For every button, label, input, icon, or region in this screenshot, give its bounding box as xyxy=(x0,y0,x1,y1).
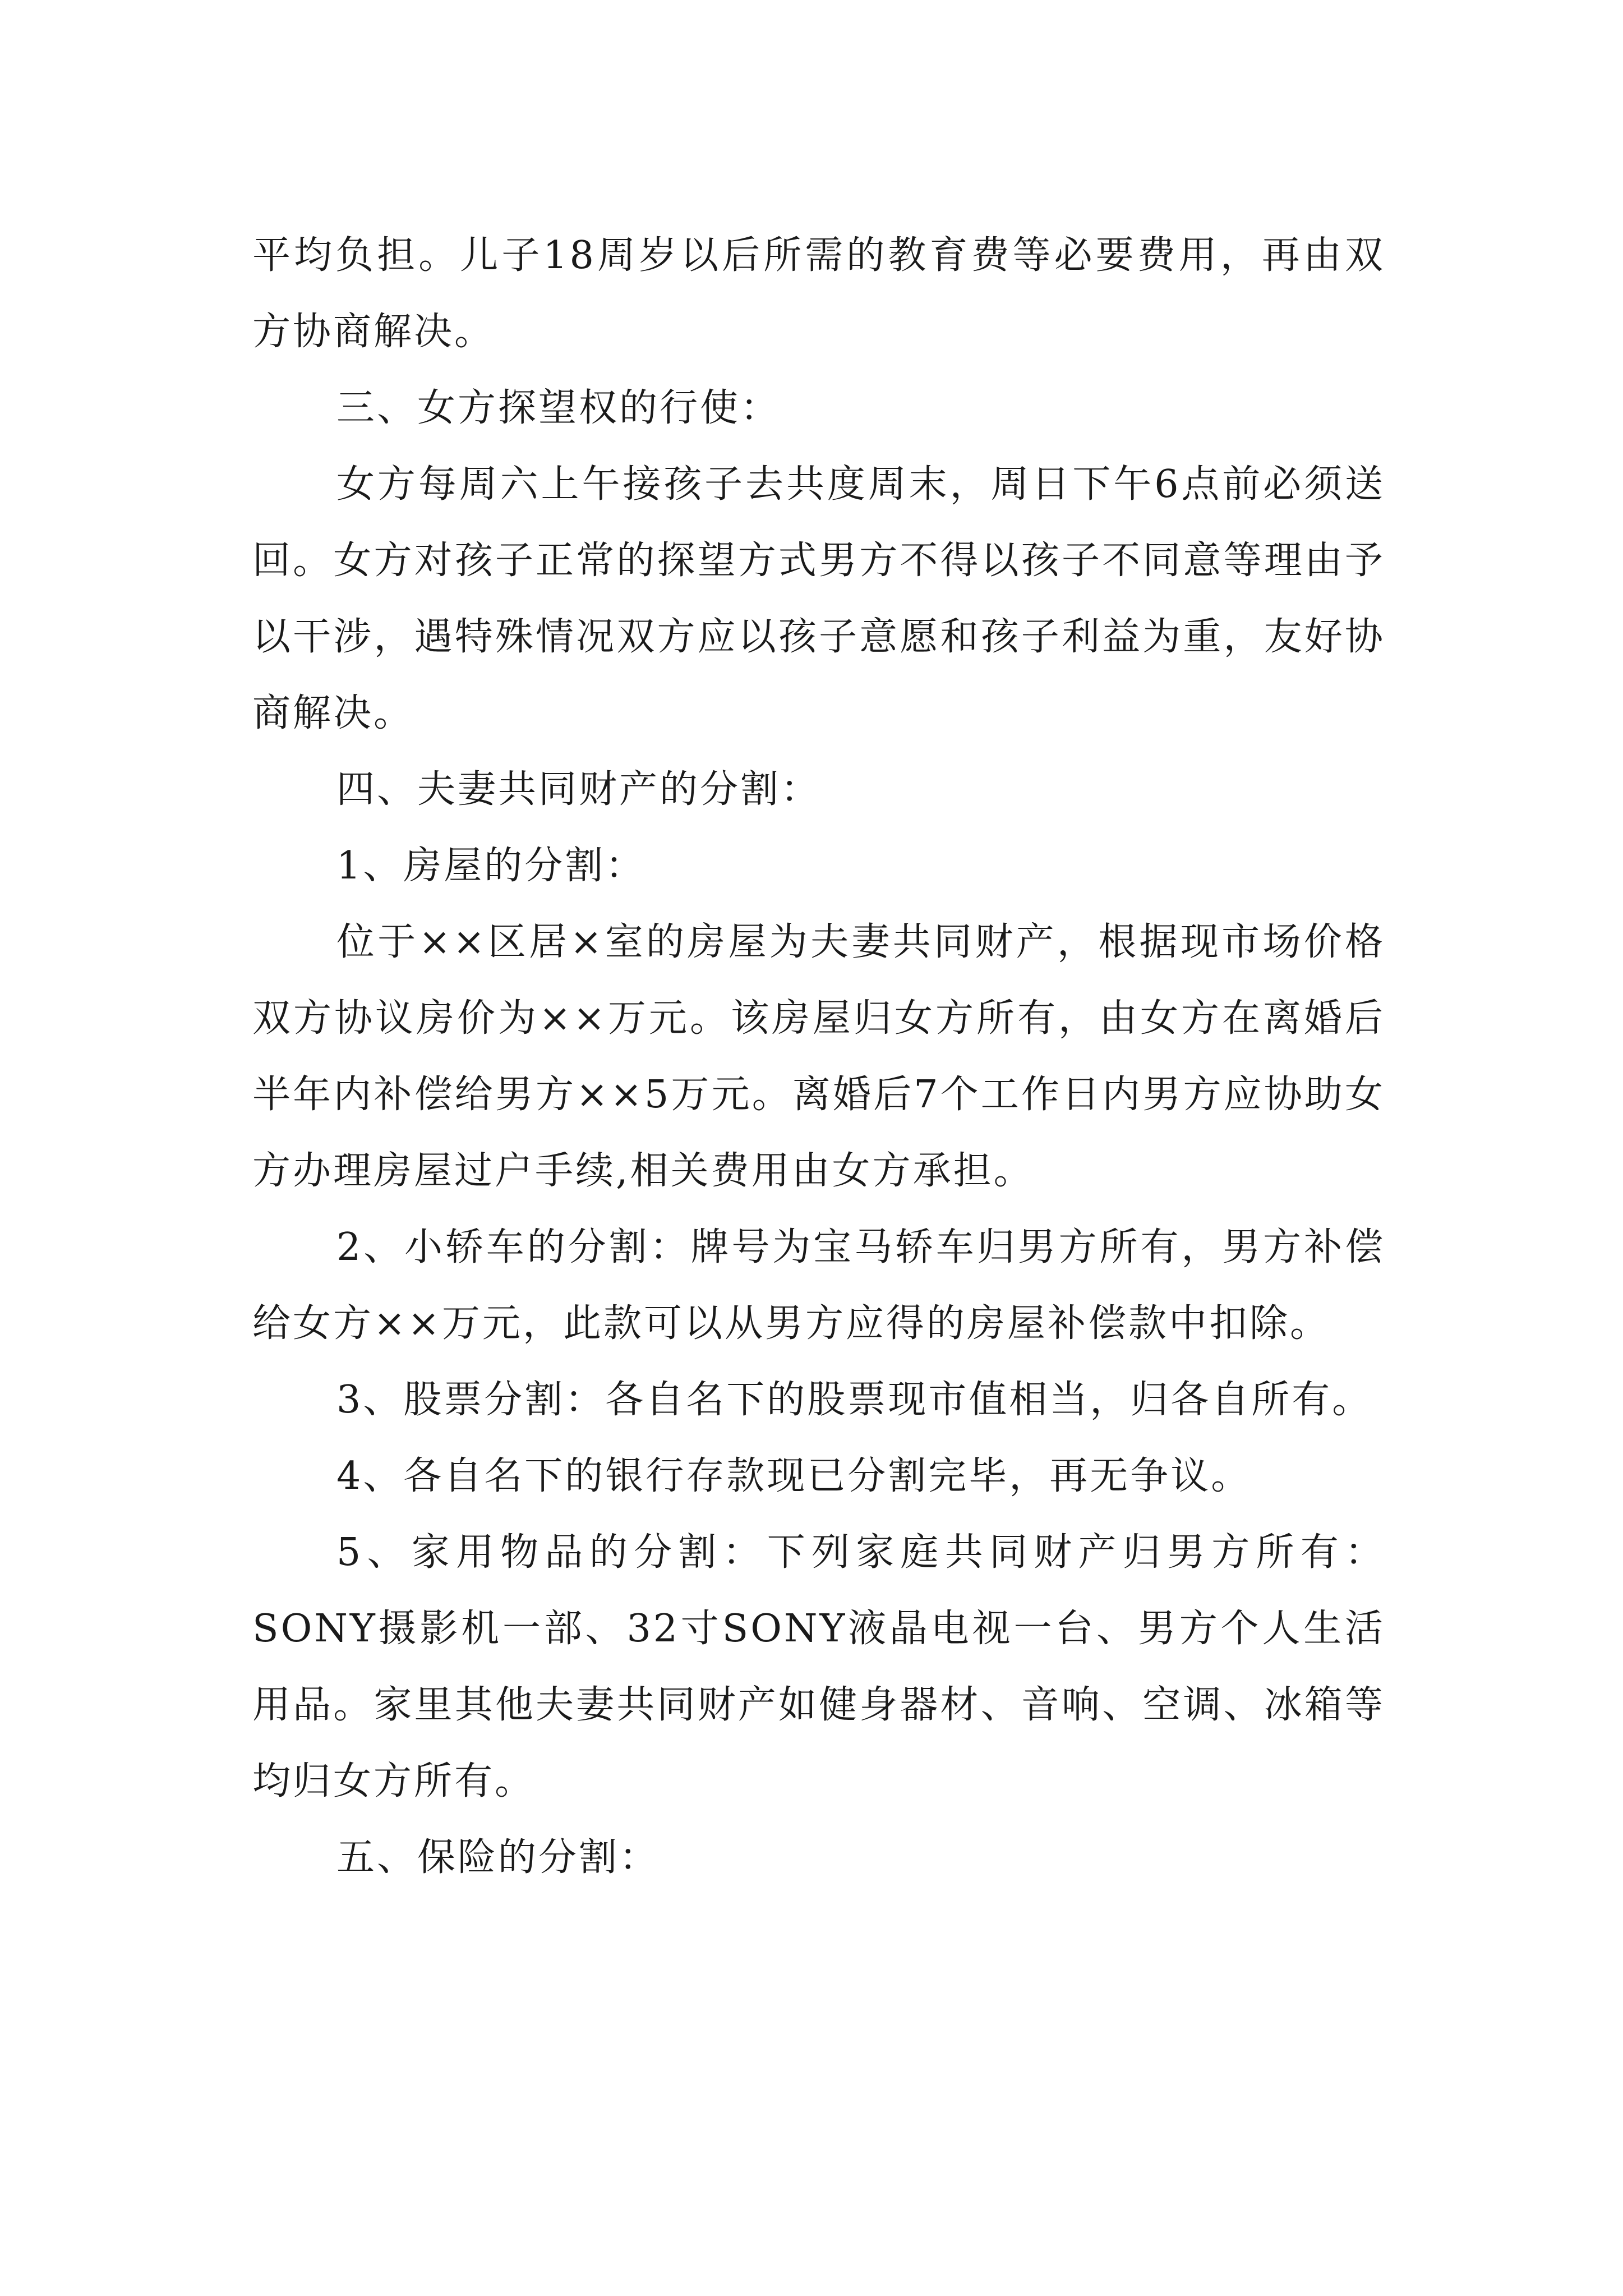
paragraph-house: 位于××区居×室的房屋为夫妻共同财产，根据现市场价格双方协议房价为××万元。该房屋归女方所有，由女方在离婚后半年内补偿给男方××5万元。离婚后7个工作日内男方应协助女方办理房屋过户手续,相关费用由女方承担。 xyxy=(252,920,1385,1193)
section-heading-property: 四、夫妻共同财产的分割： xyxy=(336,767,822,812)
paragraph-visitation: 女方每周六上午接孩子去共度周末，周日下午6点前必须送回。女方对孩子正常的探望方式男方不得以孩子不同意等理由予以干涉，遇特殊情况双方应以孩子意愿和孩子利益为重，友好协商解决。 xyxy=(252,462,1385,735)
section-heading-insurance: 五、保险的分割： xyxy=(336,1835,660,1880)
paragraph-car: 2、小轿车的分割：牌号为宝马轿车归男方所有，男方补偿给女方××万元，此款可以从男方应得的房屋补偿款中扣除。 xyxy=(252,1225,1385,1346)
paragraph-household-items: 5、家用物品的分割：下列家庭共同财产归男方所有：SONY摄影机一部、32寸SONY液晶电视一台、男方个人生活用品。家里其他夫妻共同财产如健身器材、音响、空调、冰箱等均归女方所有。 xyxy=(252,1530,1385,1803)
document-body xyxy=(252,218,1385,1896)
section-heading-visitation: 三、女方探望权的行使： xyxy=(336,386,781,430)
paragraph-bank-deposits: 4、各自名下的银行存款现已分割完毕，再无争议。 xyxy=(336,1454,1252,1498)
paragraph-education-cost: 平均负担。儿子18周岁以后所需的教育费等必要费用，再由双方协商解决。 xyxy=(252,233,1385,354)
paragraph-stocks: 3、股票分割：各自名下的股票现市值相当，归各自所有。 xyxy=(336,1378,1373,1422)
subheading-house: 1、房屋的分割： xyxy=(336,844,646,888)
